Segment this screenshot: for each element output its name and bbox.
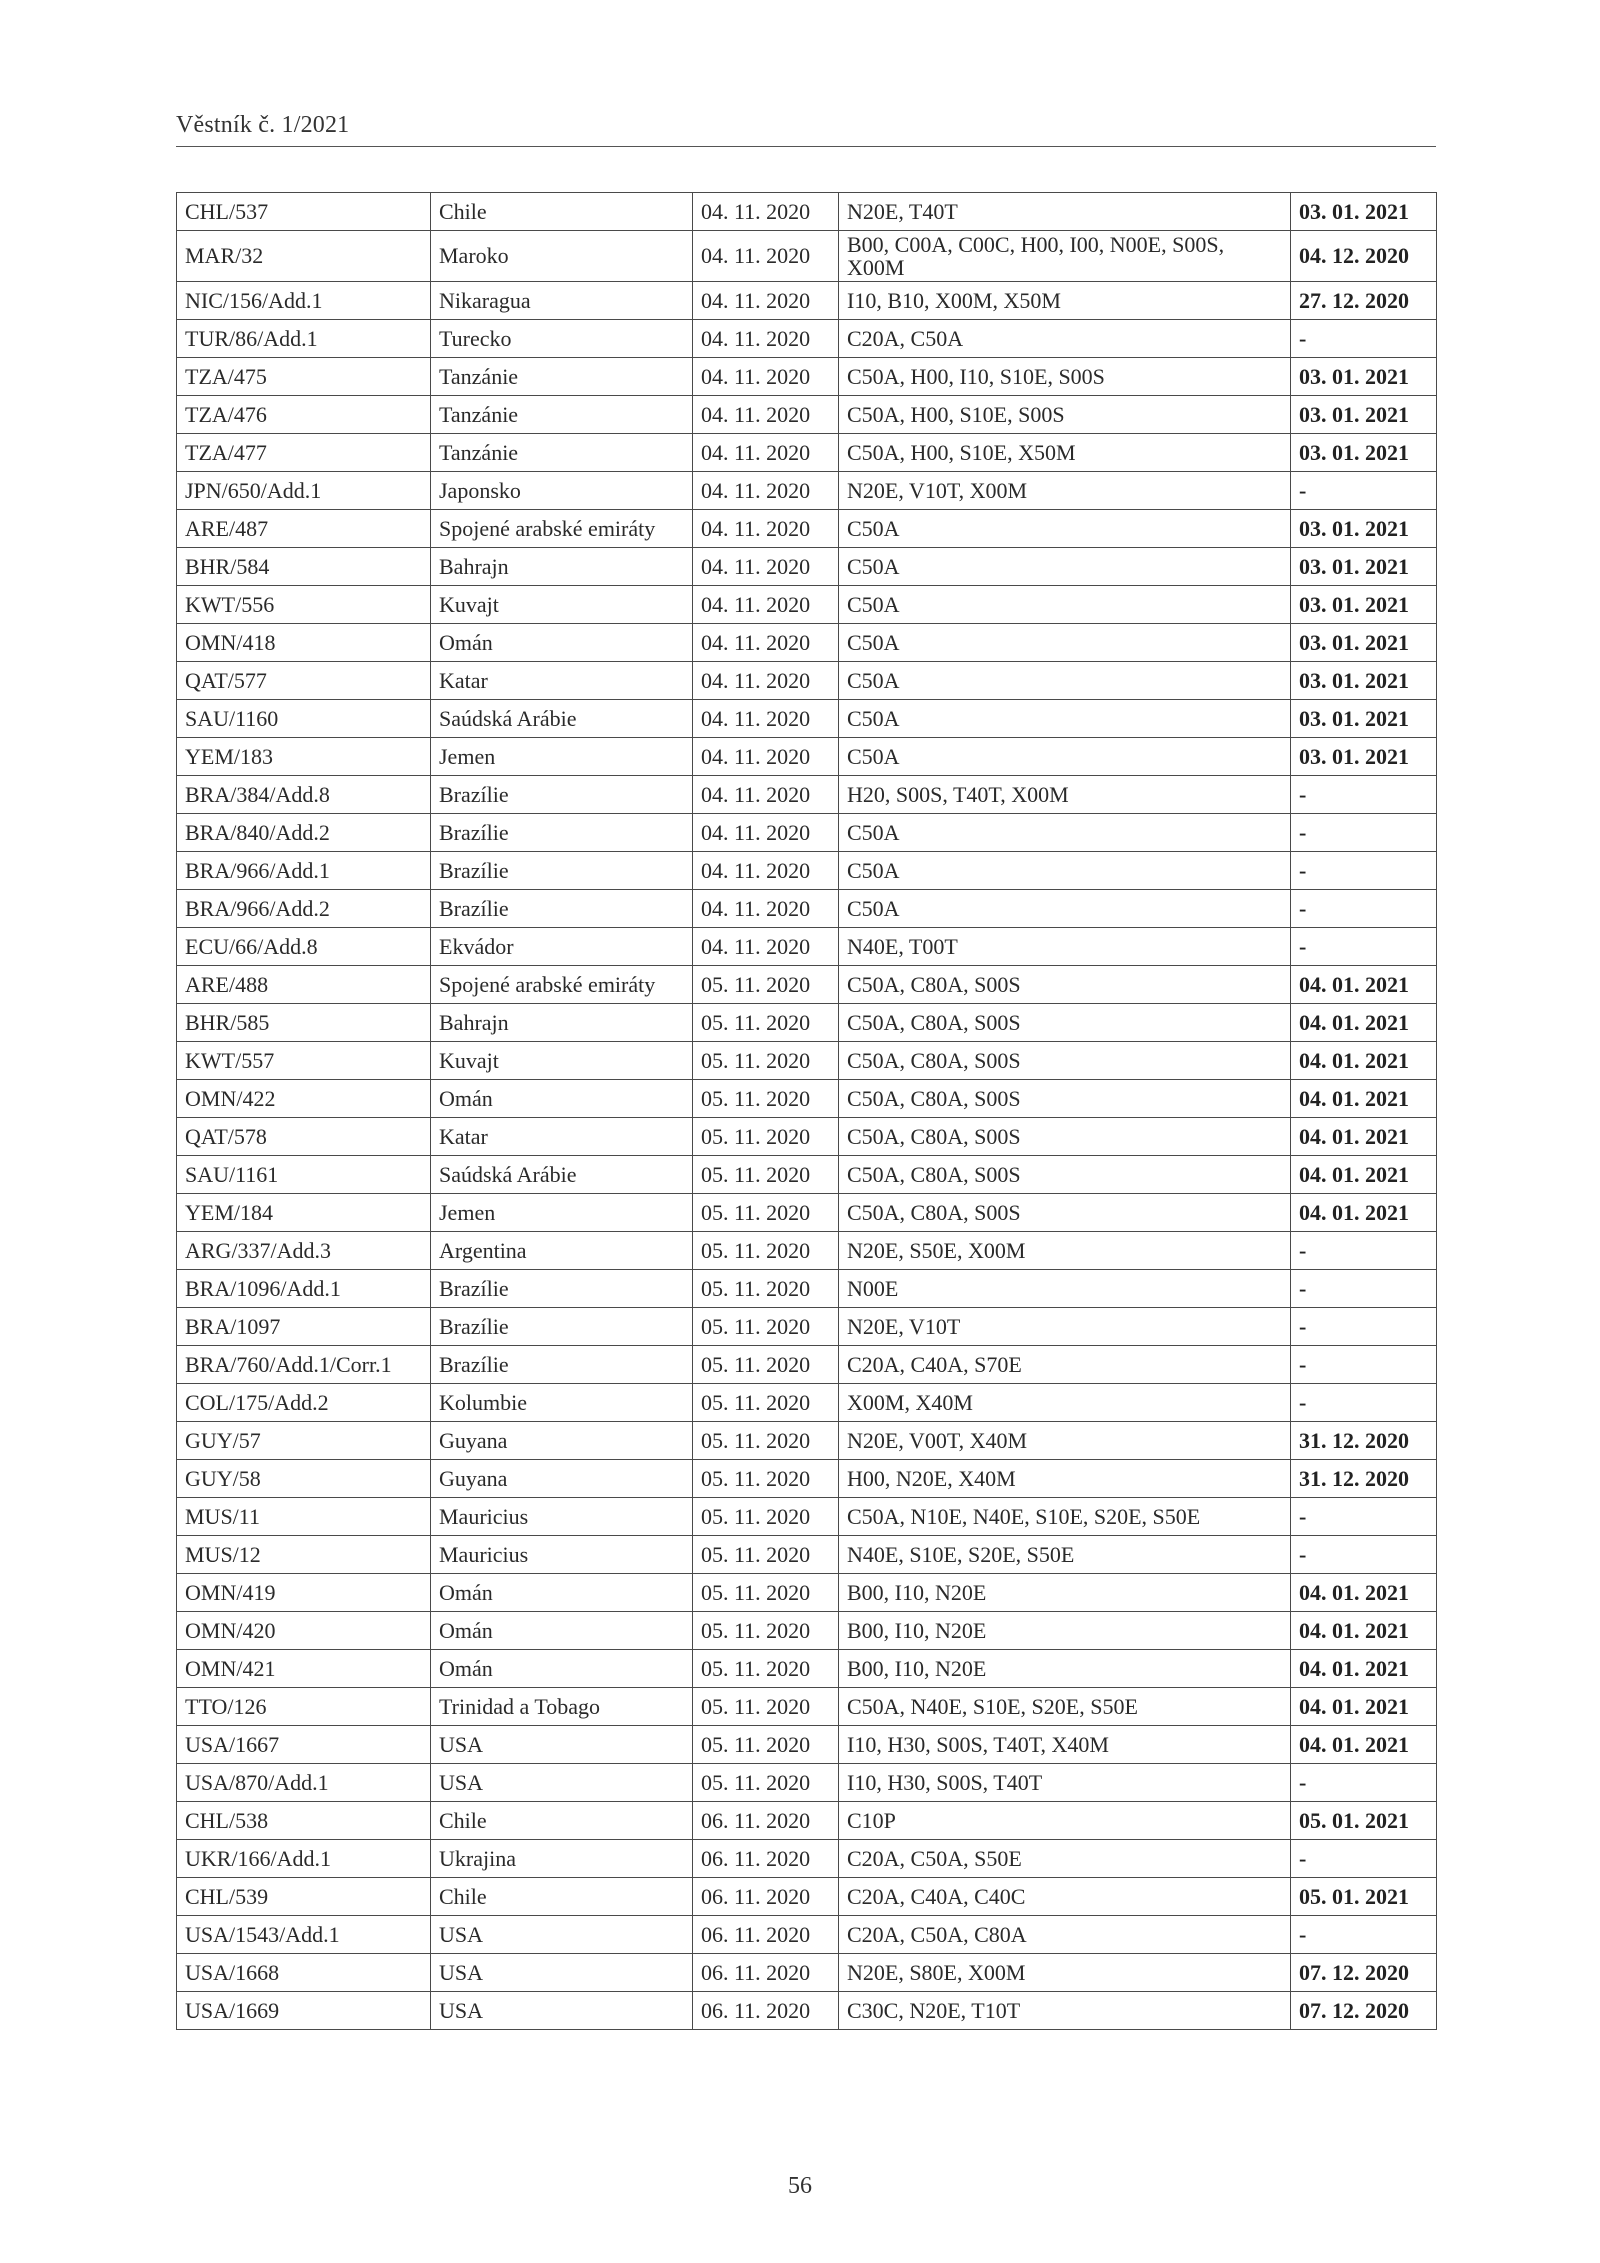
table-row <box>177 1232 1437 1270</box>
country-cell: Mauricius <box>431 1498 693 1536</box>
country-cell: Jemen <box>431 738 693 776</box>
product-codes-cell: N00E <box>839 1270 1291 1308</box>
product-codes-cell: B00, I10, N20E <box>839 1650 1291 1688</box>
comment-deadline-cell: - <box>1291 852 1437 890</box>
table-row <box>177 738 1437 776</box>
comment-deadline-cell: 04. 01. 2021 <box>1291 1688 1437 1726</box>
comment-deadline-cell: 04. 01. 2021 <box>1291 1042 1437 1080</box>
table-row <box>177 966 1437 1004</box>
country-cell: Tanzánie <box>431 434 693 472</box>
notification-date-cell: 06. 11. 2020 <box>693 1916 839 1954</box>
notification-date-cell: 05. 11. 2020 <box>693 1042 839 1080</box>
product-codes-cell: C50A, H00, I10, S10E, S00S <box>839 358 1291 396</box>
product-codes-cell: N20E, V00T, X40M <box>839 1422 1291 1460</box>
country-cell: Omán <box>431 1574 693 1612</box>
comment-deadline-cell: - <box>1291 1764 1437 1802</box>
notification-date-cell: 05. 11. 2020 <box>693 1536 839 1574</box>
country-cell: Spojené arabské emiráty <box>431 966 693 1004</box>
notification-symbol-cell: CHL/538 <box>177 1802 431 1840</box>
notification-date-cell: 04. 11. 2020 <box>693 548 839 586</box>
notification-date-cell: 05. 11. 2020 <box>693 1422 839 1460</box>
notification-symbol-cell: MAR/32 <box>177 231 431 282</box>
comment-deadline-cell: 04. 01. 2021 <box>1291 966 1437 1004</box>
country-cell: Brazílie <box>431 890 693 928</box>
notification-symbol-cell: TTO/126 <box>177 1688 431 1726</box>
notification-date-cell: 04. 11. 2020 <box>693 231 839 282</box>
product-codes-cell: C20A, C50A <box>839 320 1291 358</box>
table-row <box>177 231 1437 282</box>
table-row <box>177 1346 1437 1384</box>
comment-deadline-cell: - <box>1291 928 1437 966</box>
product-codes-cell: I10, H30, S00S, T40T, X40M <box>839 1726 1291 1764</box>
notification-symbol-cell: TZA/477 <box>177 434 431 472</box>
product-codes-cell: C50A, C80A, S00S <box>839 1004 1291 1042</box>
comment-deadline-cell: 03. 01. 2021 <box>1291 434 1437 472</box>
notification-symbol-cell: UKR/166/Add.1 <box>177 1840 431 1878</box>
comment-deadline-cell: - <box>1291 890 1437 928</box>
country-cell: Nikaragua <box>431 282 693 320</box>
notification-symbol-cell: COL/175/Add.2 <box>177 1384 431 1422</box>
notification-date-cell: 04. 11. 2020 <box>693 358 839 396</box>
notification-symbol-cell: BRA/1096/Add.1 <box>177 1270 431 1308</box>
country-cell: Maroko <box>431 231 693 282</box>
product-codes-cell: C20A, C40A, S70E <box>839 1346 1291 1384</box>
notification-symbol-cell: CHL/539 <box>177 1878 431 1916</box>
table-row <box>177 1612 1437 1650</box>
notification-symbol-cell: TZA/476 <box>177 396 431 434</box>
notification-date-cell: 06. 11. 2020 <box>693 1878 839 1916</box>
product-codes-cell: H00, N20E, X40M <box>839 1460 1291 1498</box>
table-row <box>177 1650 1437 1688</box>
notification-date-cell: 04. 11. 2020 <box>693 928 839 966</box>
country-cell: Tanzánie <box>431 358 693 396</box>
table-row <box>177 1270 1437 1308</box>
comment-deadline-cell: - <box>1291 320 1437 358</box>
table-row <box>177 396 1437 434</box>
notification-date-cell: 04. 11. 2020 <box>693 624 839 662</box>
table-row <box>177 1156 1437 1194</box>
notification-date-cell: 04. 11. 2020 <box>693 193 839 231</box>
product-codes-cell: C50A, C80A, S00S <box>839 1042 1291 1080</box>
comment-deadline-cell: - <box>1291 1270 1437 1308</box>
country-cell: Kolumbie <box>431 1384 693 1422</box>
product-codes-cell: C50A <box>839 510 1291 548</box>
comment-deadline-cell: 04. 12. 2020 <box>1291 231 1437 282</box>
notification-symbol-cell: USA/870/Add.1 <box>177 1764 431 1802</box>
notification-date-cell: 04. 11. 2020 <box>693 700 839 738</box>
country-cell: Brazílie <box>431 852 693 890</box>
product-codes-cell: N20E, V10T, X00M <box>839 472 1291 510</box>
country-cell: Saúdská Arábie <box>431 700 693 738</box>
notification-symbol-cell: GUY/57 <box>177 1422 431 1460</box>
table-row <box>177 1118 1437 1156</box>
country-cell: Guyana <box>431 1422 693 1460</box>
comment-deadline-cell: - <box>1291 1840 1437 1878</box>
notification-symbol-cell: ARG/337/Add.3 <box>177 1232 431 1270</box>
table-row <box>177 548 1437 586</box>
comment-deadline-cell: 05. 01. 2021 <box>1291 1802 1437 1840</box>
comment-deadline-cell: 04. 01. 2021 <box>1291 1726 1437 1764</box>
product-codes-cell: C50A, C80A, S00S <box>839 1156 1291 1194</box>
product-codes-cell: C50A <box>839 586 1291 624</box>
notification-date-cell: 05. 11. 2020 <box>693 1232 839 1270</box>
notification-date-cell: 05. 11. 2020 <box>693 1346 839 1384</box>
comment-deadline-cell: 04. 01. 2021 <box>1291 1004 1437 1042</box>
notification-symbol-cell: BRA/966/Add.2 <box>177 890 431 928</box>
notification-date-cell: 06. 11. 2020 <box>693 1992 839 2030</box>
comment-deadline-cell: 03. 01. 2021 <box>1291 700 1437 738</box>
notification-date-cell: 04. 11. 2020 <box>693 738 839 776</box>
notification-date-cell: 06. 11. 2020 <box>693 1954 839 1992</box>
country-cell: Bahrajn <box>431 1004 693 1042</box>
table-row <box>177 1308 1437 1346</box>
country-cell: Jemen <box>431 1194 693 1232</box>
table-row <box>177 1536 1437 1574</box>
table-row <box>177 928 1437 966</box>
notification-symbol-cell: QAT/577 <box>177 662 431 700</box>
product-codes-cell: I10, B10, X00M, X50M <box>839 282 1291 320</box>
notification-symbol-cell: YEM/184 <box>177 1194 431 1232</box>
page-number: 56 <box>788 2173 812 2199</box>
notification-date-cell: 05. 11. 2020 <box>693 1688 839 1726</box>
notification-symbol-cell: TZA/475 <box>177 358 431 396</box>
comment-deadline-cell: - <box>1291 1536 1437 1574</box>
country-cell: Trinidad a Tobago <box>431 1688 693 1726</box>
table-row <box>177 1080 1437 1118</box>
notification-symbol-cell: ARE/488 <box>177 966 431 1004</box>
country-cell: Ukrajina <box>431 1840 693 1878</box>
comment-deadline-cell: - <box>1291 1346 1437 1384</box>
comment-deadline-cell: - <box>1291 1916 1437 1954</box>
country-cell: Argentina <box>431 1232 693 1270</box>
comment-deadline-cell: - <box>1291 1384 1437 1422</box>
comment-deadline-cell: 03. 01. 2021 <box>1291 358 1437 396</box>
notification-date-cell: 06. 11. 2020 <box>693 1802 839 1840</box>
notification-symbol-cell: ECU/66/Add.8 <box>177 928 431 966</box>
product-codes-cell: C50A <box>839 548 1291 586</box>
country-cell: USA <box>431 1764 693 1802</box>
notifications-table-body <box>177 193 1437 2030</box>
notification-symbol-cell: YEM/183 <box>177 738 431 776</box>
country-cell: Chile <box>431 1878 693 1916</box>
product-codes-cell: C50A, C80A, S00S <box>839 966 1291 1004</box>
table-row <box>177 1422 1437 1460</box>
table-row <box>177 890 1437 928</box>
notification-date-cell: 05. 11. 2020 <box>693 966 839 1004</box>
table-row <box>177 1916 1437 1954</box>
notification-symbol-cell: USA/1669 <box>177 1992 431 2030</box>
product-codes-cell: C50A, H00, S10E, S00S <box>839 396 1291 434</box>
table-row <box>177 1802 1437 1840</box>
notification-date-cell: 05. 11. 2020 <box>693 1270 839 1308</box>
country-cell: Japonsko <box>431 472 693 510</box>
notification-symbol-cell: OMN/418 <box>177 624 431 662</box>
country-cell: Turecko <box>431 320 693 358</box>
notification-date-cell: 05. 11. 2020 <box>693 1460 839 1498</box>
comment-deadline-cell: 05. 01. 2021 <box>1291 1878 1437 1916</box>
notification-symbol-cell: OMN/420 <box>177 1612 431 1650</box>
table-row <box>177 193 1437 231</box>
notification-date-cell: 05. 11. 2020 <box>693 1650 839 1688</box>
product-codes-cell: B00, I10, N20E <box>839 1612 1291 1650</box>
notification-symbol-cell: BRA/1097 <box>177 1308 431 1346</box>
notification-date-cell: 05. 11. 2020 <box>693 1498 839 1536</box>
country-cell: Brazílie <box>431 1346 693 1384</box>
table-row <box>177 1004 1437 1042</box>
product-codes-cell: N20E, T40T <box>839 193 1291 231</box>
notification-date-cell: 04. 11. 2020 <box>693 814 839 852</box>
country-cell: Mauricius <box>431 1536 693 1574</box>
notification-date-cell: 05. 11. 2020 <box>693 1384 839 1422</box>
notification-date-cell: 05. 11. 2020 <box>693 1080 839 1118</box>
country-cell: Omán <box>431 1650 693 1688</box>
country-cell: Brazílie <box>431 1308 693 1346</box>
notification-symbol-cell: KWT/557 <box>177 1042 431 1080</box>
table-row <box>177 1878 1437 1916</box>
notification-symbol-cell: MUS/12 <box>177 1536 431 1574</box>
notification-symbol-cell: OMN/421 <box>177 1650 431 1688</box>
table-row <box>177 320 1437 358</box>
product-codes-cell: C50A <box>839 890 1291 928</box>
table-row <box>177 624 1437 662</box>
table-row <box>177 700 1437 738</box>
notification-date-cell: 05. 11. 2020 <box>693 1308 839 1346</box>
product-codes-cell: C50A <box>839 738 1291 776</box>
product-codes-cell: N20E, V10T <box>839 1308 1291 1346</box>
comment-deadline-cell: 04. 01. 2021 <box>1291 1118 1437 1156</box>
product-codes-cell: B00, C00A, C00C, H00, I00, N00E, S00S, X00M <box>839 231 1291 282</box>
notification-symbol-cell: USA/1543/Add.1 <box>177 1916 431 1954</box>
notification-date-cell: 05. 11. 2020 <box>693 1764 839 1802</box>
notifications-table <box>176 192 1437 2030</box>
table-row <box>177 814 1437 852</box>
comment-deadline-cell: - <box>1291 814 1437 852</box>
notification-symbol-cell: QAT/578 <box>177 1118 431 1156</box>
product-codes-cell: C50A, C80A, S00S <box>839 1118 1291 1156</box>
notification-date-cell: 04. 11. 2020 <box>693 776 839 814</box>
notification-symbol-cell: CHL/537 <box>177 193 431 231</box>
notification-date-cell: 05. 11. 2020 <box>693 1574 839 1612</box>
comment-deadline-cell: 03. 01. 2021 <box>1291 586 1437 624</box>
notification-symbol-cell: USA/1667 <box>177 1726 431 1764</box>
country-cell: Kuvajt <box>431 586 693 624</box>
product-codes-cell: N20E, S80E, X00M <box>839 1954 1291 1992</box>
notification-symbol-cell: MUS/11 <box>177 1498 431 1536</box>
comment-deadline-cell: 04. 01. 2021 <box>1291 1612 1437 1650</box>
country-cell: Katar <box>431 662 693 700</box>
table-row <box>177 1992 1437 2030</box>
table-row <box>177 510 1437 548</box>
product-codes-cell: N40E, T00T <box>839 928 1291 966</box>
notification-date-cell: 05. 11. 2020 <box>693 1194 839 1232</box>
table-row <box>177 1764 1437 1802</box>
product-codes-cell: C50A, H00, S10E, X50M <box>839 434 1291 472</box>
comment-deadline-cell: 03. 01. 2021 <box>1291 510 1437 548</box>
notification-symbol-cell: TUR/86/Add.1 <box>177 320 431 358</box>
comment-deadline-cell: 31. 12. 2020 <box>1291 1460 1437 1498</box>
table-row <box>177 776 1437 814</box>
notification-date-cell: 04. 11. 2020 <box>693 396 839 434</box>
notification-symbol-cell: SAU/1160 <box>177 700 431 738</box>
country-cell: Brazílie <box>431 776 693 814</box>
notification-date-cell: 04. 11. 2020 <box>693 472 839 510</box>
table-row <box>177 472 1437 510</box>
country-cell: Bahrajn <box>431 548 693 586</box>
notification-date-cell: 05. 11. 2020 <box>693 1726 839 1764</box>
country-cell: Katar <box>431 1118 693 1156</box>
comment-deadline-cell: 07. 12. 2020 <box>1291 1954 1437 1992</box>
notification-symbol-cell: SAU/1161 <box>177 1156 431 1194</box>
notification-date-cell: 05. 11. 2020 <box>693 1004 839 1042</box>
notification-date-cell: 04. 11. 2020 <box>693 282 839 320</box>
notification-symbol-cell: BRA/760/Add.1/Corr.1 <box>177 1346 431 1384</box>
table-row <box>177 1726 1437 1764</box>
product-codes-cell: H20, S00S, T40T, X00M <box>839 776 1291 814</box>
table-row <box>177 852 1437 890</box>
comment-deadline-cell: 04. 01. 2021 <box>1291 1650 1437 1688</box>
comment-deadline-cell: 03. 01. 2021 <box>1291 662 1437 700</box>
notification-date-cell: 04. 11. 2020 <box>693 434 839 472</box>
comment-deadline-cell: - <box>1291 472 1437 510</box>
table-row <box>177 1460 1437 1498</box>
country-cell: USA <box>431 1992 693 2030</box>
product-codes-cell: C50A, C80A, S00S <box>839 1194 1291 1232</box>
notification-date-cell: 04. 11. 2020 <box>693 586 839 624</box>
comment-deadline-cell: 31. 12. 2020 <box>1291 1422 1437 1460</box>
product-codes-cell: C20A, C50A, S50E <box>839 1840 1291 1878</box>
country-cell: Guyana <box>431 1460 693 1498</box>
table-row <box>177 1840 1437 1878</box>
comment-deadline-cell: 03. 01. 2021 <box>1291 624 1437 662</box>
country-cell: Spojené arabské emiráty <box>431 510 693 548</box>
notification-date-cell: 04. 11. 2020 <box>693 662 839 700</box>
product-codes-cell: B00, I10, N20E <box>839 1574 1291 1612</box>
product-codes-cell: C50A <box>839 814 1291 852</box>
comment-deadline-cell: 03. 01. 2021 <box>1291 548 1437 586</box>
table-row <box>177 1194 1437 1232</box>
product-codes-cell: I10, H30, S00S, T40T <box>839 1764 1291 1802</box>
product-codes-cell: C30C, N20E, T10T <box>839 1992 1291 2030</box>
notification-symbol-cell: BHR/584 <box>177 548 431 586</box>
country-cell: Kuvajt <box>431 1042 693 1080</box>
product-codes-cell: N20E, S50E, X00M <box>839 1232 1291 1270</box>
country-cell: Saúdská Arábie <box>431 1156 693 1194</box>
product-codes-cell: X00M, X40M <box>839 1384 1291 1422</box>
country-cell: Omán <box>431 1612 693 1650</box>
country-cell: Tanzánie <box>431 396 693 434</box>
country-cell: Chile <box>431 193 693 231</box>
comment-deadline-cell: 04. 01. 2021 <box>1291 1080 1437 1118</box>
notification-symbol-cell: BHR/585 <box>177 1004 431 1042</box>
comment-deadline-cell: 04. 01. 2021 <box>1291 1156 1437 1194</box>
notification-date-cell: 04. 11. 2020 <box>693 852 839 890</box>
table-row <box>177 358 1437 396</box>
comment-deadline-cell: 03. 01. 2021 <box>1291 738 1437 776</box>
comment-deadline-cell: - <box>1291 776 1437 814</box>
notification-symbol-cell: JPN/650/Add.1 <box>177 472 431 510</box>
table-row <box>177 1384 1437 1422</box>
country-cell: USA <box>431 1726 693 1764</box>
comment-deadline-cell: 07. 12. 2020 <box>1291 1992 1437 2030</box>
comment-deadline-cell: 04. 01. 2021 <box>1291 1574 1437 1612</box>
comment-deadline-cell: - <box>1291 1498 1437 1536</box>
country-cell: Brazílie <box>431 814 693 852</box>
comment-deadline-cell: - <box>1291 1308 1437 1346</box>
comment-deadline-cell: 03. 01. 2021 <box>1291 193 1437 231</box>
comment-deadline-cell: - <box>1291 1232 1437 1270</box>
notification-date-cell: 04. 11. 2020 <box>693 320 839 358</box>
product-codes-cell: C50A <box>839 700 1291 738</box>
country-cell: Omán <box>431 624 693 662</box>
notification-symbol-cell: BRA/966/Add.1 <box>177 852 431 890</box>
country-cell: Omán <box>431 1080 693 1118</box>
country-cell: Chile <box>431 1802 693 1840</box>
country-cell: Ekvádor <box>431 928 693 966</box>
product-codes-cell: C50A <box>839 662 1291 700</box>
notification-symbol-cell: OMN/419 <box>177 1574 431 1612</box>
notification-symbol-cell: GUY/58 <box>177 1460 431 1498</box>
product-codes-cell: C50A, N40E, S10E, S20E, S50E <box>839 1688 1291 1726</box>
product-codes-cell: C20A, C50A, C80A <box>839 1916 1291 1954</box>
table-row <box>177 282 1437 320</box>
table-row <box>177 1042 1437 1080</box>
product-codes-cell: C50A, C80A, S00S <box>839 1080 1291 1118</box>
comment-deadline-cell: 03. 01. 2021 <box>1291 396 1437 434</box>
notification-date-cell: 04. 11. 2020 <box>693 890 839 928</box>
header-divider <box>176 146 1436 147</box>
notification-date-cell: 05. 11. 2020 <box>693 1156 839 1194</box>
notification-symbol-cell: ARE/487 <box>177 510 431 548</box>
country-cell: Brazílie <box>431 1270 693 1308</box>
product-codes-cell: C20A, C40A, C40C <box>839 1878 1291 1916</box>
table-row <box>177 662 1437 700</box>
notification-date-cell: 05. 11. 2020 <box>693 1118 839 1156</box>
notification-symbol-cell: BRA/840/Add.2 <box>177 814 431 852</box>
table-row <box>177 1688 1437 1726</box>
table-row <box>177 1954 1437 1992</box>
notification-date-cell: 06. 11. 2020 <box>693 1840 839 1878</box>
table-row <box>177 1498 1437 1536</box>
notification-date-cell: 04. 11. 2020 <box>693 510 839 548</box>
notification-symbol-cell: OMN/422 <box>177 1080 431 1118</box>
product-codes-cell: C50A, N10E, N40E, S10E, S20E, S50E <box>839 1498 1291 1536</box>
table-row <box>177 1574 1437 1612</box>
comment-deadline-cell: 27. 12. 2020 <box>1291 282 1437 320</box>
country-cell: USA <box>431 1916 693 1954</box>
notification-symbol-cell: BRA/384/Add.8 <box>177 776 431 814</box>
country-cell: USA <box>431 1954 693 1992</box>
product-codes-cell: C50A <box>839 852 1291 890</box>
table-row <box>177 586 1437 624</box>
notification-symbol-cell: NIC/156/Add.1 <box>177 282 431 320</box>
table-row <box>177 434 1437 472</box>
notification-symbol-cell: KWT/556 <box>177 586 431 624</box>
notification-symbol-cell: USA/1668 <box>177 1954 431 1992</box>
notification-date-cell: 05. 11. 2020 <box>693 1612 839 1650</box>
publication-header: Věstník č. 1/2021 <box>176 112 350 138</box>
product-codes-cell: C10P <box>839 1802 1291 1840</box>
product-codes-cell: N40E, S10E, S20E, S50E <box>839 1536 1291 1574</box>
comment-deadline-cell: 04. 01. 2021 <box>1291 1194 1437 1232</box>
product-codes-cell: C50A <box>839 624 1291 662</box>
